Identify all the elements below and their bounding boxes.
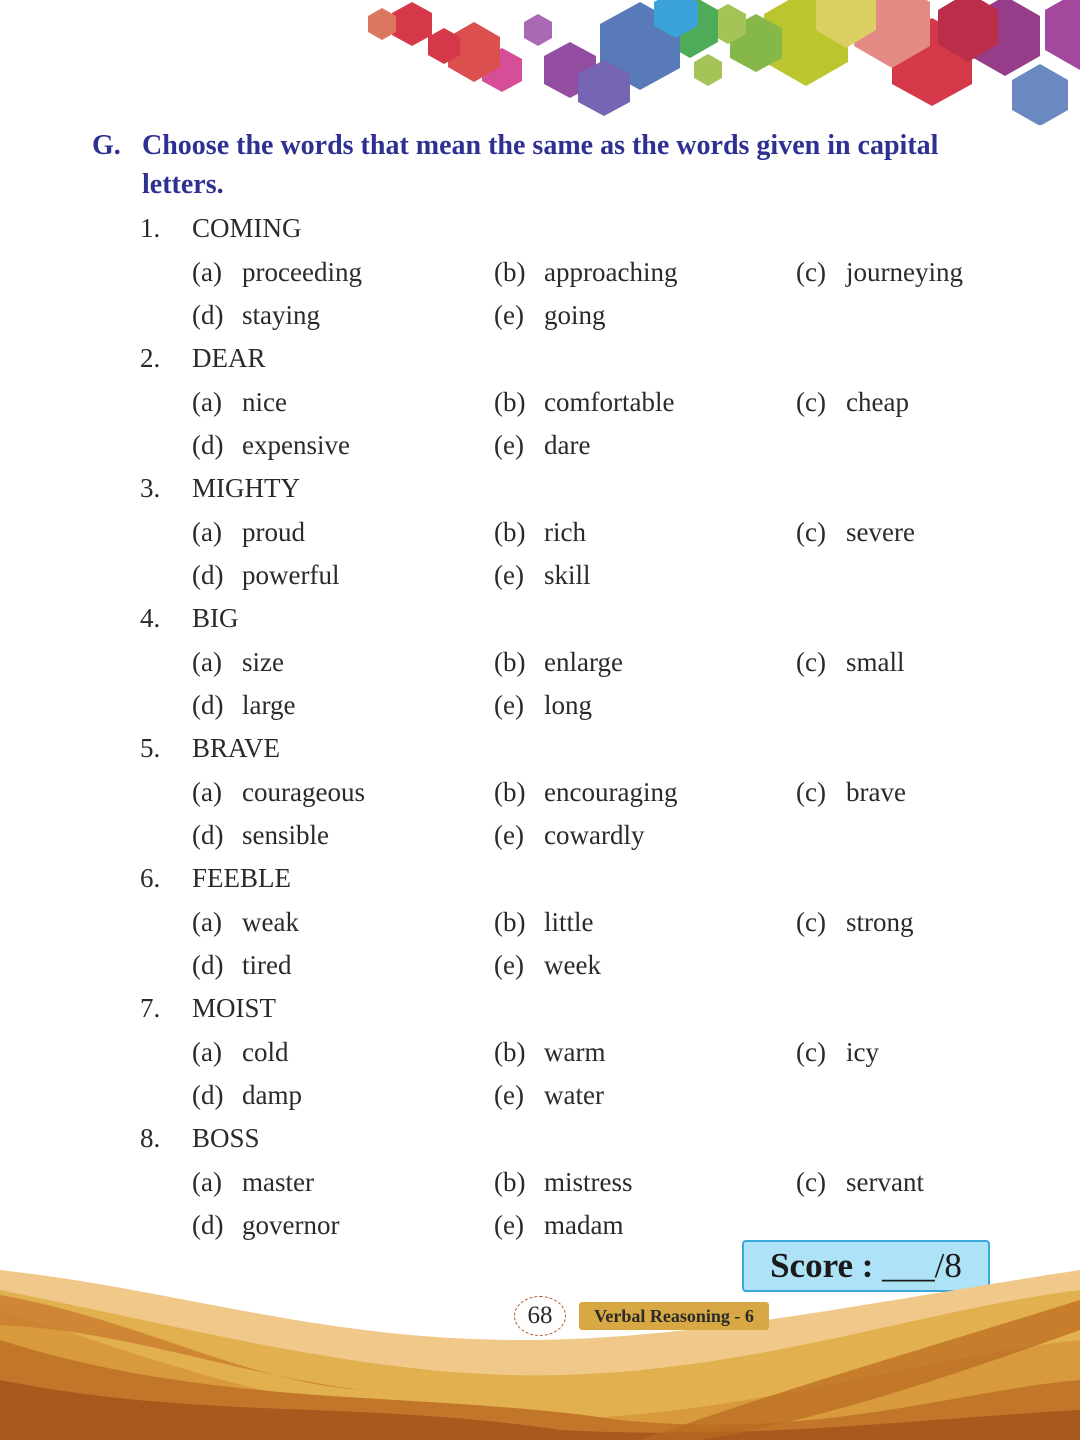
option-label: (d) [192, 820, 224, 850]
option-label: (a) [192, 1036, 222, 1067]
option-text: long [544, 690, 593, 720]
option-label: (c) [796, 256, 826, 287]
option-text: cowardly [544, 820, 645, 850]
question-word: BOSS [192, 1123, 260, 1153]
section-instruction: Choose the words that mean the same as the words given in capital letters. [142, 130, 939, 200]
option-text: staying [242, 300, 320, 330]
question-number: 3. [140, 473, 161, 503]
answer-option[interactable] [494, 646, 623, 678]
option-label: (e) [494, 1080, 524, 1110]
answer-option[interactable] [796, 516, 915, 548]
option-label: (c) [796, 1036, 826, 1067]
hexagon-banner [0, 0, 1080, 125]
option-text: enlarge [544, 646, 623, 677]
option-text: servant [846, 1166, 924, 1197]
page-number: 68 [514, 1296, 566, 1336]
answer-option[interactable] [494, 256, 677, 288]
answer-option[interactable] [494, 819, 644, 851]
option-text: nice [242, 386, 287, 417]
option-label: (d) [192, 1210, 224, 1240]
option-label: (c) [796, 646, 826, 677]
option-text: brave [846, 776, 906, 807]
option-label: (c) [796, 776, 826, 807]
answer-option[interactable] [796, 256, 963, 288]
score-label: Score : [770, 1246, 874, 1285]
option-label: (a) [192, 386, 222, 417]
answer-option[interactable] [796, 1036, 879, 1068]
option-text: severe [846, 516, 915, 547]
option-label: (b) [494, 256, 526, 287]
answer-option[interactable] [192, 819, 329, 851]
question-number: 2. [140, 343, 161, 373]
option-text: cheap [846, 386, 909, 417]
option-label: (a) [192, 1166, 222, 1197]
option-label: (e) [494, 820, 524, 850]
answer-option[interactable] [192, 1079, 302, 1111]
option-label: (c) [796, 906, 826, 937]
option-text: dare [544, 430, 591, 460]
answer-option[interactable] [494, 689, 592, 721]
score-total: /8 [934, 1246, 962, 1285]
answer-option[interactable] [494, 1079, 604, 1111]
option-label: (c) [796, 516, 826, 547]
option-label: (b) [494, 386, 526, 417]
option-label: (e) [494, 430, 524, 460]
question-word: BIG [192, 603, 239, 633]
option-label: (b) [494, 646, 526, 677]
answer-option[interactable] [192, 516, 305, 548]
answer-option[interactable] [192, 689, 295, 721]
option-text: cold [242, 1036, 289, 1067]
answer-option[interactable] [796, 776, 906, 808]
option-text: journeying [846, 256, 963, 287]
answer-option[interactable] [494, 1209, 623, 1241]
option-text: sensible [242, 820, 329, 850]
option-label: (b) [494, 906, 526, 937]
option-label: (e) [494, 300, 524, 330]
option-text: master [242, 1166, 314, 1197]
answer-option[interactable] [192, 906, 299, 938]
option-label: (d) [192, 300, 224, 330]
hexagon [524, 14, 552, 46]
option-text: powerful [242, 560, 340, 590]
option-text: approaching [544, 256, 678, 287]
option-text: mistress [544, 1166, 633, 1197]
option-label: (d) [192, 690, 224, 720]
hexagon [1012, 64, 1068, 125]
answer-option[interactable] [192, 386, 287, 418]
answer-option[interactable] [192, 256, 362, 288]
option-label: (b) [494, 516, 526, 547]
hexagon [694, 54, 722, 86]
option-text: little [544, 906, 594, 937]
question-number: 5. [140, 733, 161, 763]
answer-option[interactable] [494, 949, 601, 981]
answer-option[interactable] [192, 1209, 339, 1241]
option-label: (d) [192, 430, 224, 460]
answer-option[interactable] [494, 559, 591, 591]
question-number: 8. [140, 1123, 161, 1153]
answer-option[interactable] [494, 1166, 633, 1198]
question-word: DEAR [192, 343, 266, 373]
hexagon [392, 2, 432, 46]
answer-option[interactable] [494, 299, 606, 331]
question-word: MIGHTY [192, 473, 300, 503]
option-text: icy [846, 1036, 879, 1067]
option-label: (e) [494, 560, 524, 590]
option-label: (b) [494, 1166, 526, 1197]
answer-option[interactable] [796, 906, 914, 938]
option-text: proceeding [242, 256, 362, 287]
question-word: COMING [192, 213, 302, 243]
option-label: (e) [494, 690, 524, 720]
answer-option[interactable] [192, 1166, 314, 1198]
question-word: BRAVE [192, 733, 281, 763]
answer-option[interactable] [192, 776, 365, 808]
option-label: (a) [192, 646, 222, 677]
answer-option[interactable] [192, 299, 320, 331]
option-label: (e) [494, 950, 524, 980]
option-text: courageous [242, 776, 365, 807]
question-number: 6. [140, 863, 161, 893]
option-label: (a) [192, 256, 222, 287]
book-title-tag: Verbal Reasoning - 6 [579, 1302, 769, 1330]
question-number: 1. [140, 213, 161, 243]
option-text: comfortable [544, 386, 675, 417]
option-label: (a) [192, 776, 222, 807]
option-text: proud [242, 516, 305, 547]
question-number: 7. [140, 993, 161, 1023]
option-text: week [544, 950, 601, 980]
option-label: (d) [192, 1080, 224, 1110]
answer-option[interactable] [494, 429, 590, 461]
option-text: rich [544, 516, 586, 547]
option-text: strong [846, 906, 914, 937]
option-label: (c) [796, 1166, 826, 1197]
option-text: expensive [242, 430, 350, 460]
option-label: (e) [494, 1210, 524, 1240]
hexagon [1045, 0, 1080, 70]
answer-option[interactable] [796, 386, 909, 418]
answer-option[interactable] [494, 386, 674, 418]
option-text: size [242, 646, 284, 677]
answer-option[interactable] [192, 646, 284, 678]
option-text: governor [242, 1210, 340, 1240]
section-letter: G. [92, 130, 121, 161]
answer-option[interactable] [494, 906, 594, 938]
answer-option[interactable] [796, 646, 905, 678]
answer-option[interactable] [796, 1166, 924, 1198]
answer-option[interactable] [192, 1036, 289, 1068]
hexagon [368, 8, 396, 40]
question-word: MOIST [192, 993, 277, 1023]
option-text: encouraging [544, 776, 678, 807]
answer-option[interactable] [494, 516, 586, 548]
option-label: (d) [192, 950, 224, 980]
option-label: (a) [192, 906, 222, 937]
option-text: tired [242, 950, 292, 980]
question-number: 4. [140, 603, 161, 633]
answer-option[interactable] [192, 429, 350, 461]
option-text: large [242, 690, 296, 720]
option-label: (b) [494, 1036, 526, 1067]
answer-option[interactable] [494, 1036, 605, 1068]
option-text: warm [544, 1036, 606, 1067]
question-word: FEEBLE [192, 863, 291, 893]
score-blank[interactable]: ___ [882, 1246, 935, 1285]
option-text: small [846, 646, 905, 677]
option-label: (b) [494, 776, 526, 807]
option-text: water [544, 1080, 604, 1110]
option-text: skill [544, 560, 591, 590]
option-text: madam [544, 1210, 624, 1240]
section-heading [92, 126, 1012, 204]
answer-option[interactable] [192, 559, 339, 591]
option-text: going [544, 300, 606, 330]
option-label: (a) [192, 516, 222, 547]
option-label: (d) [192, 560, 224, 590]
answer-option[interactable] [494, 776, 677, 808]
option-text: weak [242, 906, 299, 937]
option-text: damp [242, 1080, 302, 1110]
answer-option[interactable] [192, 949, 291, 981]
option-label: (c) [796, 386, 826, 417]
